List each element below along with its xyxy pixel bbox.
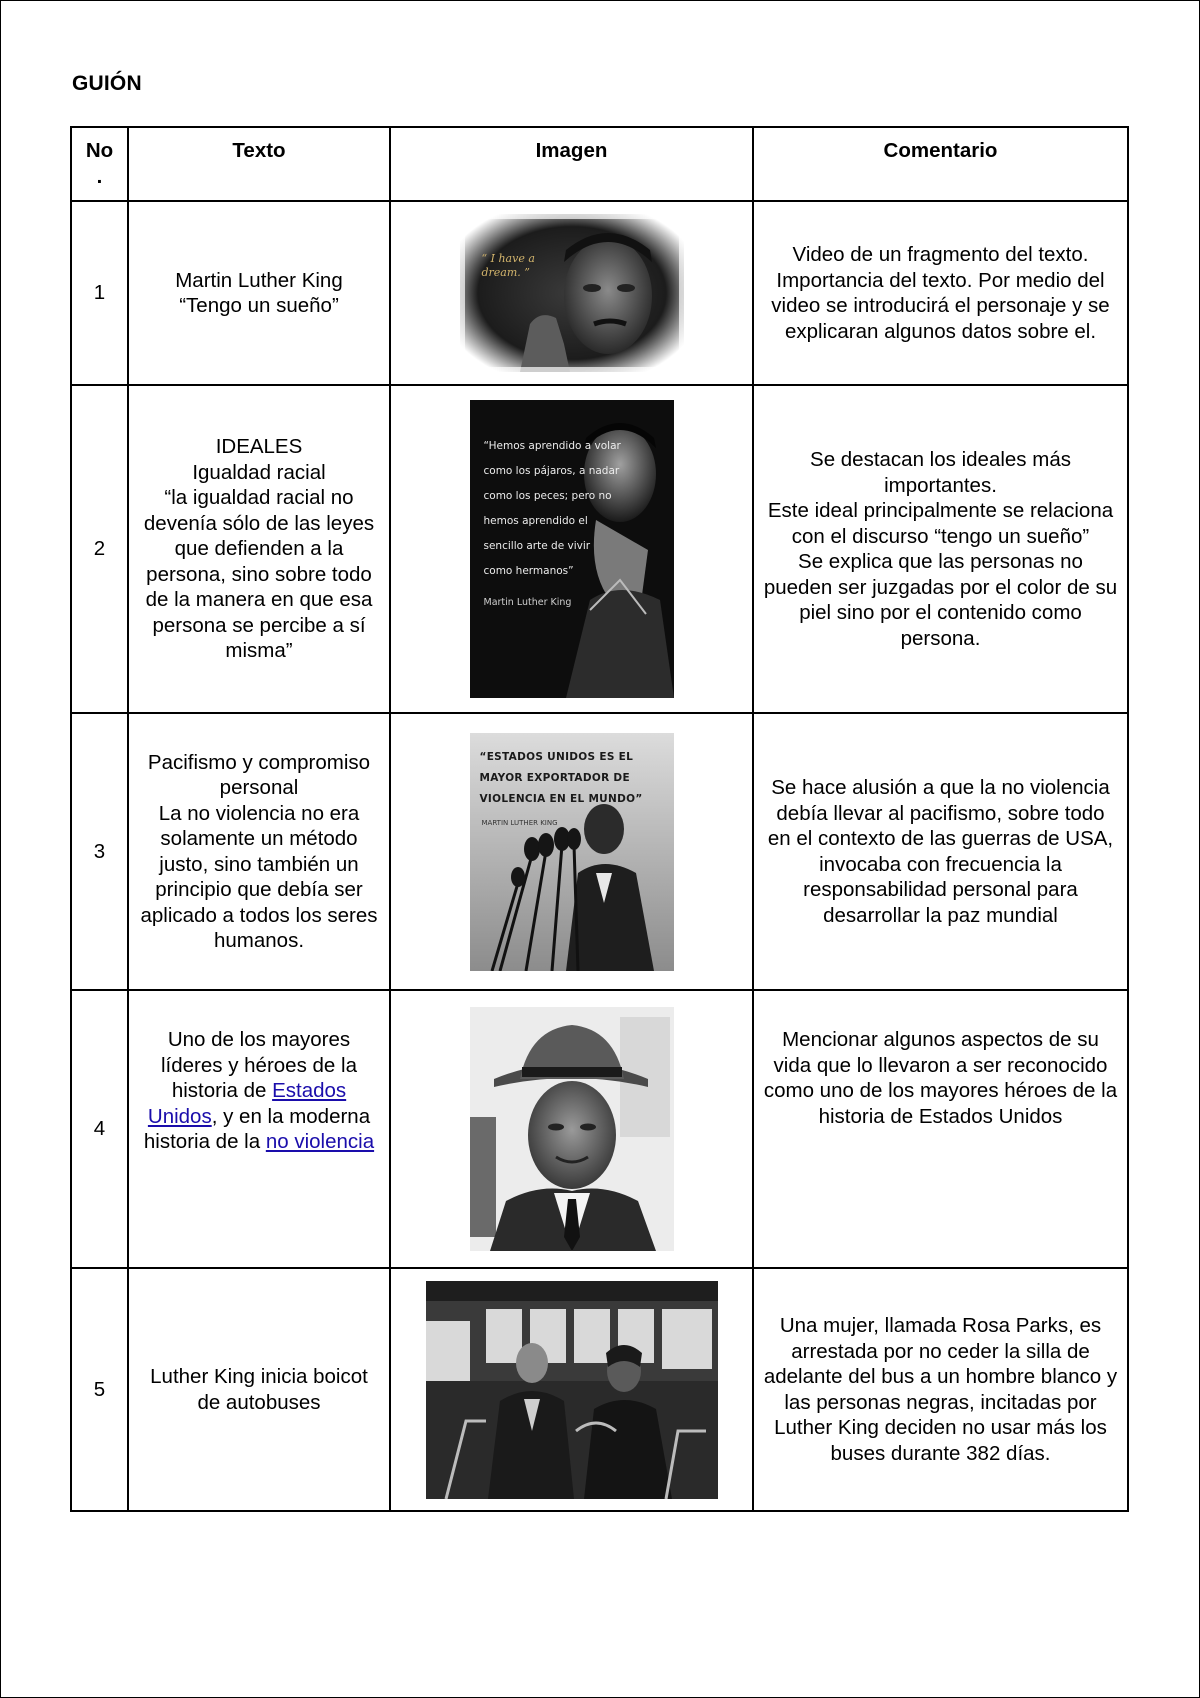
row-texto xyxy=(128,990,390,1268)
row-comentario: Una mujer, llamada Rosa Parks, es arrestada por no ceder la silla de adelante del bus a un hombre blanco y las personas negras, incitadas por Luther King deciden no usar más los buses durante 382 días. xyxy=(753,1268,1128,1511)
image-caption: “ESTADOS UNIDOS ES EL MAYOR EXPORTADOR DE VIOLENCIA EN EL MUNDO” xyxy=(479,750,643,805)
table-header-row xyxy=(71,127,1128,201)
table-row xyxy=(71,990,1128,1268)
texto-heading: Pacifismo y compromiso personal xyxy=(147,750,371,799)
link-no-violencia[interactable]: no violencia xyxy=(265,1130,375,1153)
texto-subheading: Igualdad racial xyxy=(192,460,326,484)
row-number: 1 xyxy=(71,201,128,385)
texto-quote: “la igualdad racial no devenía sólo de las leyes que defienden a la persona, sino sobre todo de la manera en que esa persona se percibe a sí misma” xyxy=(143,486,375,663)
header-imagen: Imagen xyxy=(390,127,753,201)
row-texto xyxy=(128,385,390,713)
texto-body: La no violencia no era solamente un método justo, sino también un principio que debía ser aplicado a todos los seres humanos. xyxy=(140,801,378,952)
mlk-hat-portrait xyxy=(470,1007,674,1251)
row-comentario: Se destacan los ideales más importantes. Este ideal principalmente se relaciona con el discurso “tengo un sueño” Se explica que las personas no pueden ser juzgadas por el color de su piel sino por el contenido como persona. xyxy=(753,385,1128,713)
row-number: 3 xyxy=(71,713,128,990)
image-author: Martin Luther King xyxy=(483,597,572,608)
row-number: 4 xyxy=(71,990,128,1268)
image-caption: “ I have a dream. ” xyxy=(481,252,535,279)
row-comentario: Se hace alusión a que la no violencia debía llevar al pacifismo, sobre todo en el contexto de las guerras de USA, invocaba con frecuencia la responsabilidad personal para desarrollar la paz mundial xyxy=(753,713,1128,990)
rosa-parks-bus-photo xyxy=(426,1281,718,1499)
table-row xyxy=(71,385,1128,713)
link-estados-unidos[interactable]: Estados Unidos xyxy=(147,1079,347,1128)
row-texto xyxy=(128,713,390,990)
header-no: No . xyxy=(71,127,128,201)
mlk-quote-poster xyxy=(470,400,674,698)
row-number: 2 xyxy=(71,385,128,713)
script-table xyxy=(70,126,1129,1512)
texto-part: Uno de los mayores líderes y héroes de la historia de xyxy=(160,1028,357,1102)
header-comentario: Comentario xyxy=(753,127,1128,201)
texto-part: , y en la moderna historia de la xyxy=(143,1104,371,1153)
row-imagen xyxy=(390,201,753,385)
row-imagen xyxy=(390,713,753,990)
row-texto: Martin Luther King “Tengo un sueño” xyxy=(128,201,390,385)
row-imagen xyxy=(390,1268,753,1511)
table-row xyxy=(71,1268,1128,1511)
mlk-dream-photo xyxy=(460,214,684,372)
row-comentario: Video de un fragmento del texto. Importancia del texto. Por medio del video se introducirá el personaje y se explicaran algunos datos sobre el. xyxy=(753,201,1128,385)
table-row xyxy=(71,713,1128,990)
mlk-microphones-poster xyxy=(470,733,674,971)
header-texto: Texto xyxy=(128,127,390,201)
page-title: GUIÓN xyxy=(72,72,142,95)
table-row xyxy=(71,201,1128,385)
row-number: 5 xyxy=(71,1268,128,1511)
row-comentario: Mencionar algunos aspectos de su vida que lo llevaron a ser reconocido como uno de los mayores héroes de la historia de Estados Unidos xyxy=(753,990,1128,1268)
texto-heading: IDEALES xyxy=(215,435,303,459)
image-author: MARTIN LUTHER KING xyxy=(481,818,558,827)
image-caption: “Hemos aprendido a volar como los pájaros, a nadar como los peces; pero no hemos aprendido el sencillo arte de vivir como hermanos” xyxy=(483,440,621,577)
row-imagen xyxy=(390,990,753,1268)
row-imagen xyxy=(390,385,753,713)
row-texto: Luther King inicia boicot de autobuses xyxy=(128,1268,390,1511)
